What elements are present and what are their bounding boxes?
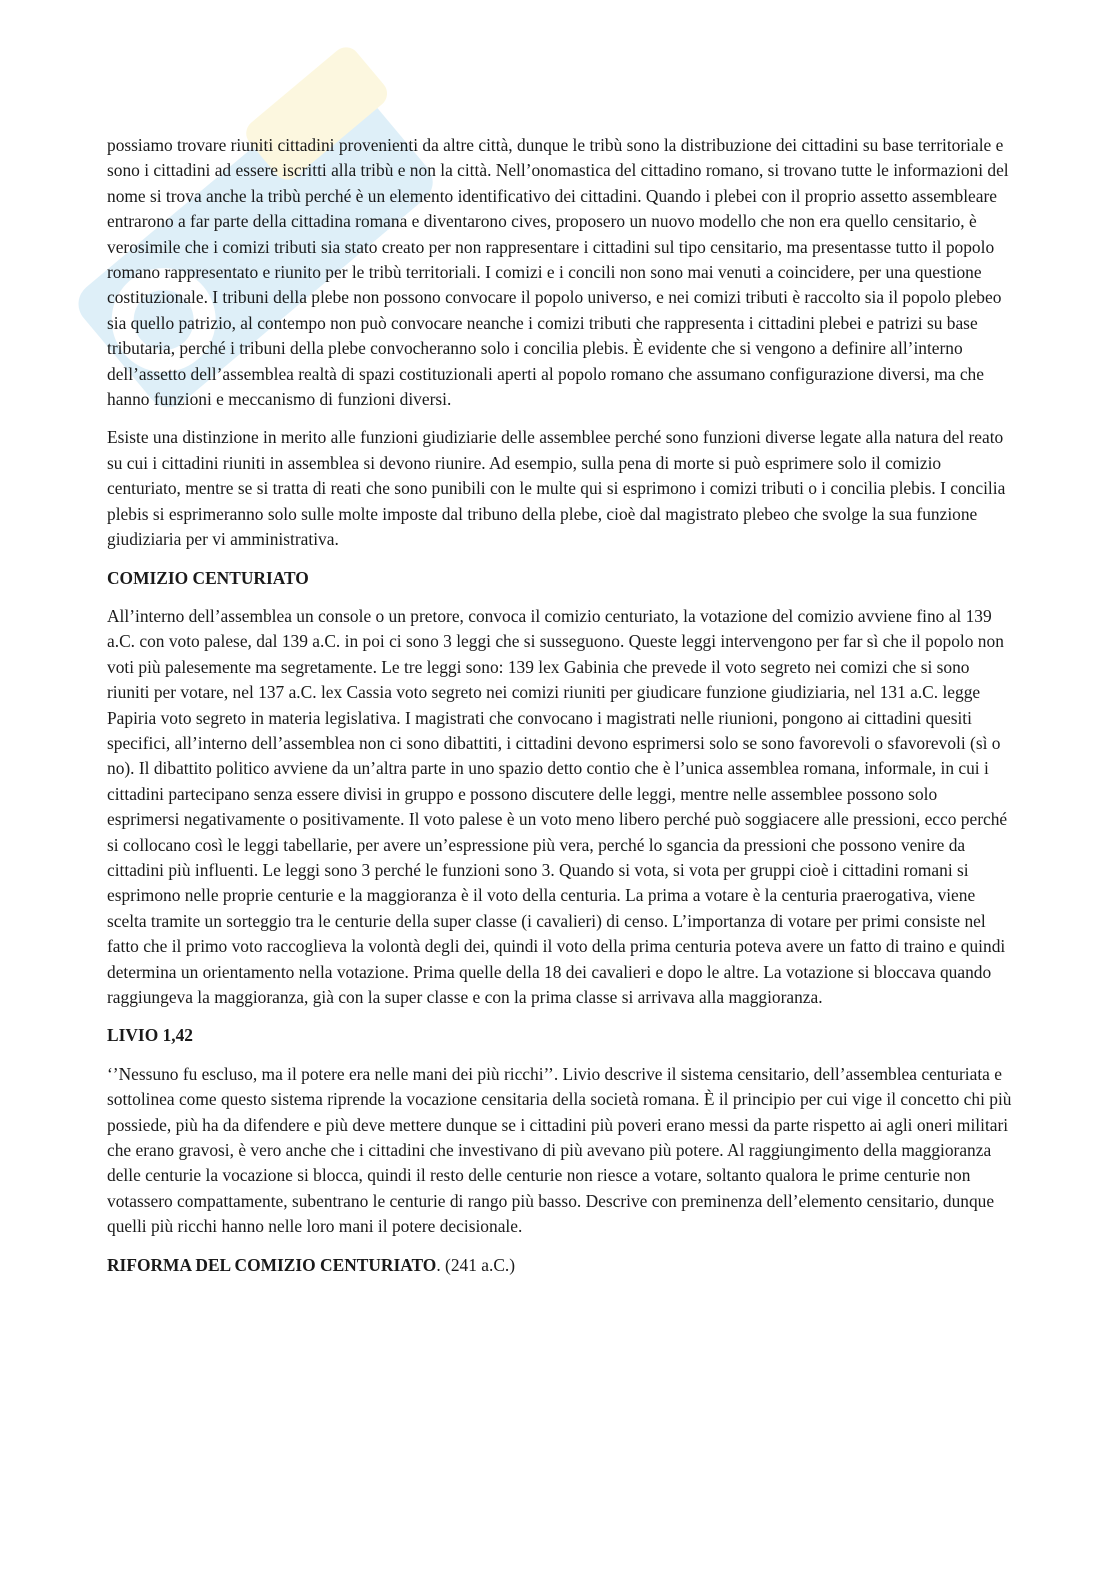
heading-riforma-date: . (241 a.C.) — [436, 1254, 516, 1275]
heading-riforma-title: RIFORMA DEL COMIZIO CENTURIATO — [107, 1254, 437, 1275]
document-page — [107, 133, 1012, 1291]
paragraph-livio: ‘’Nessuno fu escluso, ma il potere era nelle mani dei più ricchi’’. Livio descrive il sistema censitario, dell’assemblea centuriata e sottolinea come questo sistema riprende la vocazione censitaria della società romana. È il principio per cui vige il concetto chi più possiede, più ha da difendere e più deve mettere dunque se i cittadini più poveri erano messi da parte rispetto ai agli oneri militari che erano gravosi, è vero anche che i cittadini che investivano di più avevano più potere. Al raggiungimento della maggioranza delle centurie la vocazione si blocca, quindi il resto delle centurie non riesce a votare, soltanto qualora le prime centurie non votassero compattamente, subentrano le centurie di rango più basso. Descrive con preminenza dell’elemento censitario, dunque quelli più ricchi hanno nelle loro mani il potere decisionale. — [107, 1063, 1012, 1237]
paragraph-comizio-centuriato: All’interno dell’assemblea un console o un pretore, convoca il comizio centuriato, la votazione del comizio avviene fino al 139 a.C. con voto palese, dal 139 a.C. in poi ci sono 3 leggi che si susseguono. Queste leggi intervengono per far sì che il popolo non voti più palesemente ma segretamente. Le tre leggi sono: 139 lex Gabinia che prevede il voto segreto nei comizi che si sono riuniti per votare, nel 137 a.C. lex Cassia voto segreto nei comizi riuniti per giudicare funzione giudiziaria, nel 131 a.C. legge Papiria voto segreto in materia legislativa. I magistrati che convocano i magistrati nelle riunioni, pongono ai cittadini quesiti specifici, all’interno dell’assemblea non ci sono dibattiti, i cittadini devono esprimersi solo se sono favorevoli o sfavorevoli (sì o no). Il dibattito politico avviene da un’altra parte in uno spazio detto contio che è l’unica assemblea romana, informale, in cui i cittadini partecipano senza essere divisi in gruppo e possono discutere delle leggi, mentre nelle assemblee possono solo esprimersi negativamente o positivamente. Il voto palese è un voto meno libero perché può soggiacere alle pressioni, ecco perché si collocano così le leggi tabellarie, per avere un’espressione più vera, perché lo sgancia da pressioni che possono venire da cittadini più influenti. Le leggi sono 3 perché le funzioni sono 3. Quando si vota, si vota per gruppi cioè i cittadini romani si esprimono nelle proprie centurie e la maggioranza è il voto della centuria. La prima a votare è la centuria praerogativa, viene scelta tramite un sorteggio tra le centurie della super classe (i cavalieri) di censo. L’importanza di votare per primi consiste nel fatto che il primo voto raccoglieva la volontà degli dei, quindi il voto della prima centuria poteva avere un fatto di traino e quindi determina un orientamento nella votazione. Prima quelle della 18 dei cavalieri e dopo le altre. La votazione si bloccava quando raggiungeva la maggioranza, già con la super classe e con la prima classe si arrivava alla maggioranza. — [107, 605, 1008, 1007]
heading-comizio-centuriato: COMIZIO CENTURIATO — [107, 567, 309, 588]
heading-livio: LIVIO 1,42 — [107, 1025, 194, 1046]
paragraph-funzioni-giudiziarie: Esiste una distinzione in merito alle funzioni giudiziarie delle assemblee perché sono funzioni diverse legate alla natura del reato su cui i cittadini riuniti in assemblea si devono riunire. Ad esempio, sulla pena di morte si può esprimere solo il comizio centuriato, mentre se si tratta di reati che sono punibili con le multe qui si esprimono i comizi tributi o i concilia plebis. I concilia plebis si esprimeranno solo sulle molte imposte dal tribuno della plebe, cioè dal magistrato plebeo che svolge la sua funzione giudiziaria per vi amministrativa. — [107, 427, 1006, 550]
paragraph-tribu: possiamo trovare riuniti cittadini provenienti da altre città, dunque le tribù sono la distribuzione dei cittadini su base territoriale e sono i cittadini ad essere iscritti alla tribù e non la città. Nell’onomastica del cittadino romano, si trovano tutte le informazioni del nome si trova anche la tribù perché è un elemento identificativo dei cittadini. Quando i plebei con il proprio assetto assembleare entrarono a far parte della cittadina romana e diventarono cives, proposero un nuovo modello che non era quello censitario, è verosimile che i comizi tributi sia stato creato per non rappresentare i cittadini sul tipo censitario, ma presentasse tutto il popolo romano rappresentato e riunito per le tribù territoriali. I comizi e i concili non sono mai venuti a coincidere, per una questione costituzionale. I tribuni della plebe non possono convocare il popolo universo, e nei comizi tributi è raccolto sia il popolo plebeo sia quello patrizio, al contempo non può convocare neanche i comizi tributi che rappresenta i cittadini plebei e patrizi su base tributaria, perché i tribuni della plebe convocheranno solo i concilia plebis. È evidente che si vengono a definire all’interno dell’assetto dell’assemblea realtà di spazi costituzionali aperti al popolo romano che assumano configurazione diversi, ma che hanno funzioni e meccanismo di funzioni diversi. — [107, 135, 1009, 410]
heading-riforma — [107, 1253, 1012, 1278]
